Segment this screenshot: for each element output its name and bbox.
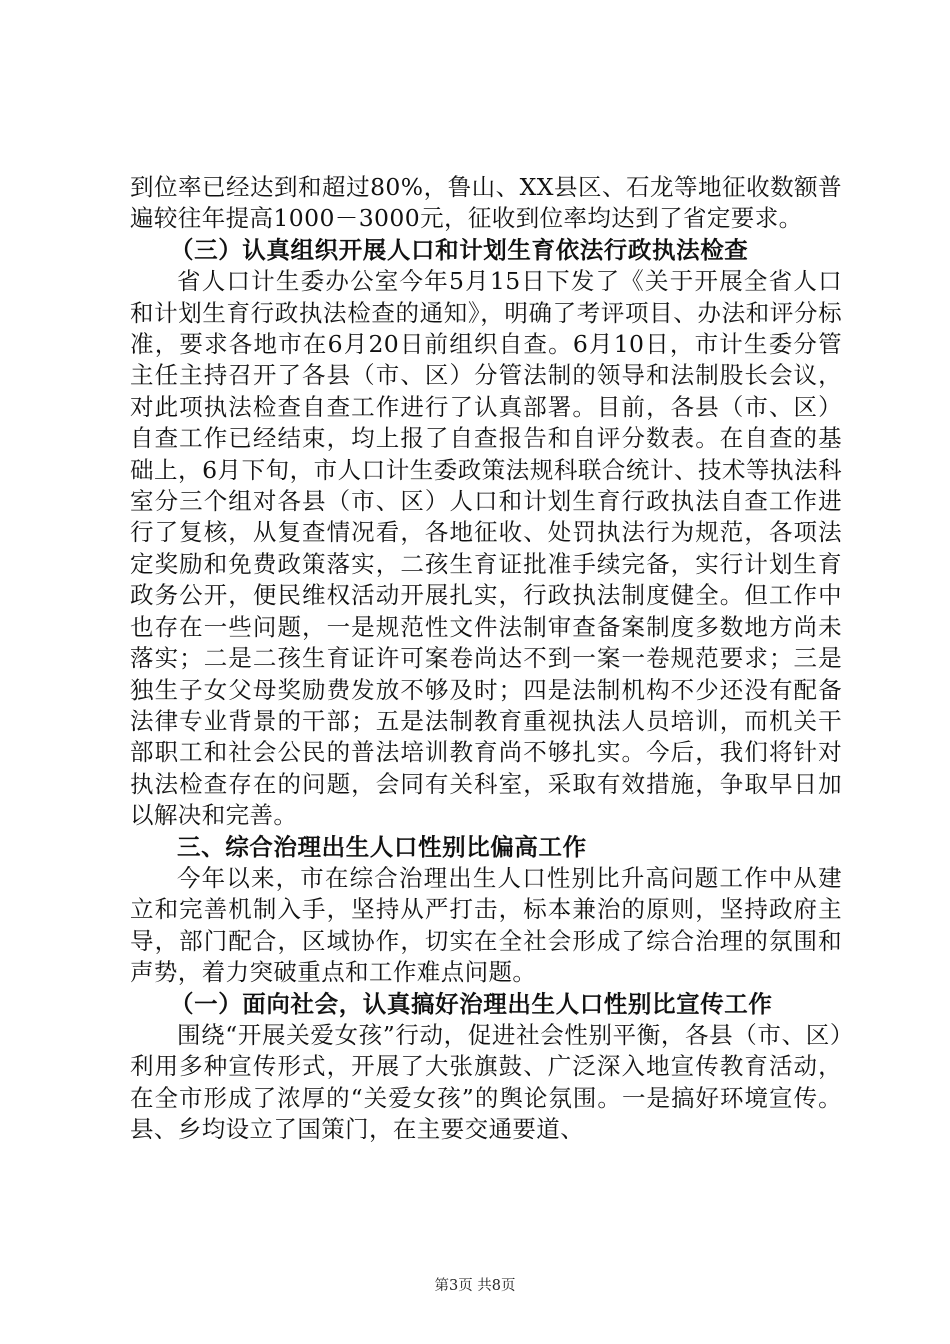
section-subheading-1: （一）面向社会，认真搞好治理出生人口性别比宣传工作 (170, 989, 773, 1018)
document-body (130, 172, 842, 1146)
paragraph-publicity: 围绕“开展关爱女孩”行动，促进社会性别平衡，各县（市、区）利用多种宣传形式，开展了大张旗鼓、广泛深入地宣传教育活动，在全市形成了浓厚的“关爱女孩”的舆论氛围。一是搞好环境宣传。县、乡均设立了国策门，在主要交通要道、 (130, 1020, 842, 1144)
section-subheading-3: （三）认真组织开展人口和计划生育依法行政执法检查 (170, 235, 749, 264)
paragraph-continuation: 到位率已经达到和超过80%，鲁山、XX县区、石龙等地征收数额普遍较往年提高1000－3000元，征收到位率均达到了省定要求。 (130, 173, 842, 233)
section-heading-3: 三、综合治理出生人口性别比偏高工作 (177, 832, 587, 861)
paragraph-sex-ratio-intro: 今年以来，市在综合治理出生人口性别比升高问题工作中从建立和完善机制入手，坚持从严打击，标本兼治的原则，坚持政府主导，部门配合，区域协作，切实在全社会形成了综合治理的氛围和声势，着力突破重点和工作难点问题。 (130, 863, 842, 987)
page-number-footer: 第3页 共8页 (434, 1278, 516, 1294)
paragraph-law-enforcement-check: 省人口计生委办公室今年5月15日下发了《关于开展全省人口和计划生育行政执法检查的通知》，明确了考评项目、办法和评分标准，要求各地市在6月20日前组织自查。6月10日，市计生委分管主任主持召开了各县（市、区）分管法制的领导和法制股长会议，对此项执法检查自查工作进行了认真部署。目前，各县（市、区）自查工作已经结束，均上报了自查报告和自评分数表。在自查的基础上，6月下旬，市人口计生委政策法规科联合统计、技术等执法科室分三个组对各县（市、区）人口和计划生育行政执法自查工作进行了复核，从复查情况看，各地征收、处罚执法行为规范，各项法定奖励和免费政策落实，二孩生育证批准手续完备，实行计划生育政务公开，便民维权活动开展扎实，行政执法制度健全。但工作中也存在一些问题，一是规范性文件法制审查备案制度多数地方尚未落实；二是二孩生育证许可案卷尚达不到一案一卷规范要求；三是独生子女父母奖励费发放不够及时；四是法制机构不少还没有配备法律专业背景的干部；五是法制教育重视执法人员培训，而机关干部职工和社会公民的普法培训教育尚不够扎实。今后，我们将针对执法检查存在的问题，会同有关科室，采取有效措施，争取早日加以解决和完善。 (130, 267, 842, 830)
